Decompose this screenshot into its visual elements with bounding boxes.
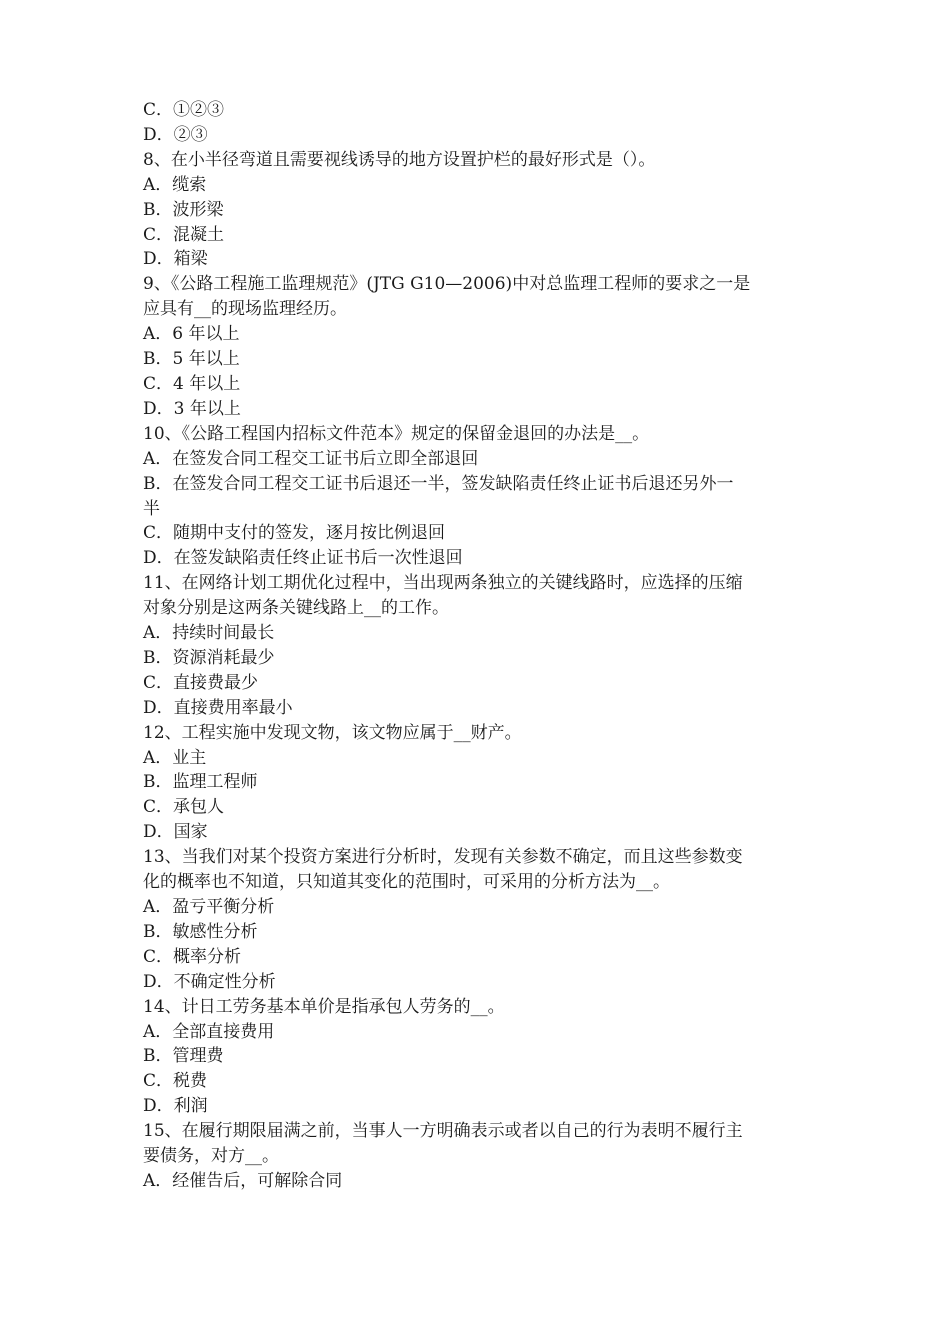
answer-option-line: D．在签发缺陷责任终止证书后一次性退回 xyxy=(143,548,463,569)
answer-option-line: D．②③ xyxy=(143,124,208,145)
answer-option-line: A．经催告后，可解除合同 xyxy=(143,1170,343,1191)
answer-option-line: B．管理费 xyxy=(143,1046,224,1067)
question-text-line: 8、在小半径弯道且需要视线诱导的地方设置护栏的最好形式是（）。 xyxy=(143,149,656,170)
question-text-line: 15、在履行期限届满之前，当事人一方明确表示或者以自己的行为表明不履行主 xyxy=(143,1121,743,1142)
answer-option-line: C．直接费最少 xyxy=(143,672,259,693)
question-text-line: 11、在网络计划工期优化过程中，当出现两条独立的关键线路时，应选择的压缩 xyxy=(143,573,743,594)
answer-option-line: D．利润 xyxy=(143,1096,208,1117)
answer-option-line: C．混凝土 xyxy=(143,224,225,245)
answer-option-line: D．国家 xyxy=(143,822,208,843)
answer-option-line: C．4 年以上 xyxy=(143,373,241,394)
question-text-line: 对象分别是这两条关键线路上__的工作。 xyxy=(143,598,449,619)
answer-option-line: D．直接费用率最小 xyxy=(143,697,293,718)
answer-option-line: A．全部直接费用 xyxy=(143,1021,275,1042)
answer-option-line: D．不确定性分析 xyxy=(143,971,276,992)
question-text-line: 9、《公路工程施工监理规范》(JTG G10—2006)中对总监理工程师的要求之一是 xyxy=(143,274,751,295)
answer-option-line: 半 xyxy=(143,498,160,519)
answer-option-line: C．概率分析 xyxy=(143,946,242,967)
question-text-line: 13、当我们对某个投资方案进行分析时，发现有关参数不确定，而且这些参数变 xyxy=(143,847,743,868)
answer-option-line: D．3 年以上 xyxy=(143,398,241,419)
answer-option-line: C．税费 xyxy=(143,1071,208,1092)
question-text-line: 12、工程实施中发现文物，该文物应属于__财产。 xyxy=(143,722,522,743)
answer-option-line: C．随期中支付的签发，逐月按比例退回 xyxy=(143,523,446,544)
answer-option-line: A．业主 xyxy=(143,747,207,768)
question-list xyxy=(143,98,811,1194)
question-text-line: 应具有__的现场监理经历。 xyxy=(143,299,347,320)
answer-option-line: D．箱梁 xyxy=(143,249,208,270)
answer-option-line: A．持续时间最长 xyxy=(143,623,275,644)
question-text-line: 14、计日工劳务基本单价是指承包人劳务的__。 xyxy=(143,996,505,1017)
answer-option-line: A．6 年以上 xyxy=(143,324,240,345)
answer-option-line: A．在签发合同工程交工证书后立即全部退回 xyxy=(143,448,479,469)
answer-option-line: B．在签发合同工程交工证书后退还一半，签发缺陷责任终止证书后退还另外一 xyxy=(143,473,734,494)
answer-option-line: B．资源消耗最少 xyxy=(143,647,275,668)
answer-option-line: C．①②③ xyxy=(143,100,225,120)
answer-option-line: A．盈亏平衡分析 xyxy=(143,897,275,917)
answer-option-line: B．波形梁 xyxy=(143,199,224,220)
answer-option-line: B．5 年以上 xyxy=(143,349,240,370)
question-text-line: 要债务，对方__。 xyxy=(143,1146,279,1167)
answer-option-line: B．敏感性分析 xyxy=(143,921,258,942)
question-text-line: 化的概率也不知道，只知道其变化的范围时，可采用的分析方法为__。 xyxy=(143,872,670,893)
answer-option-line: A．缆索 xyxy=(143,174,207,195)
answer-option-line: B．监理工程师 xyxy=(143,772,258,793)
answer-option-line: C．承包人 xyxy=(143,797,225,818)
question-text-line: 10、《公路工程国内招标文件范本》规定的保留金退回的办法是__。 xyxy=(143,423,650,444)
